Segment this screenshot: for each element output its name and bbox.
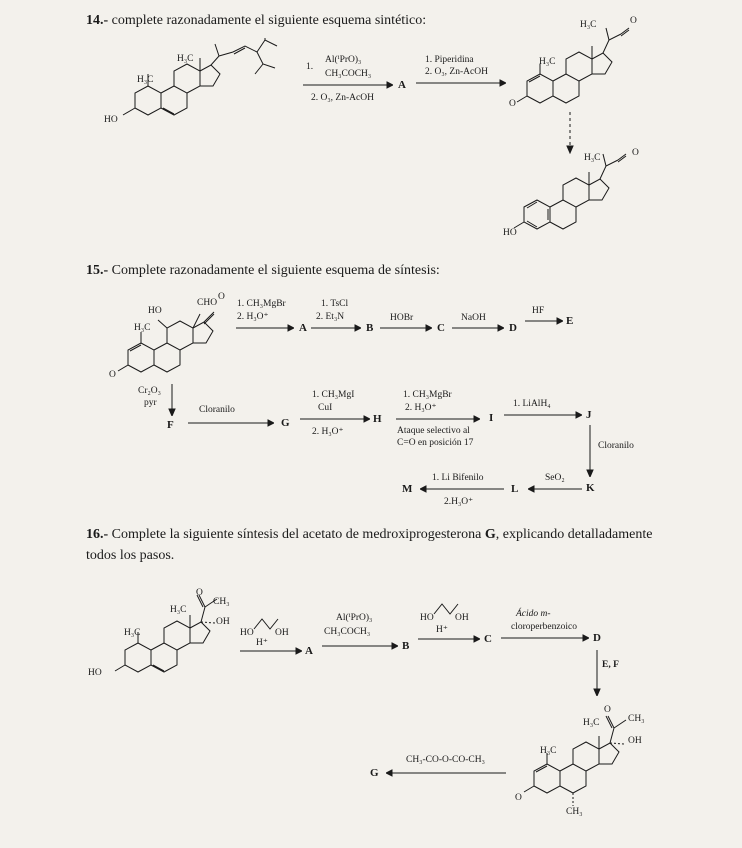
q15-arrow-5 [525, 316, 563, 326]
q14-step1-reagent: Al(ⁱPrO)₃ [325, 55, 362, 65]
q16-letter-a: A [305, 645, 313, 657]
q15-r7: Cloranilo [199, 405, 235, 415]
q15-r6-reagent: Cr₂O₃ [138, 386, 161, 396]
q15-letter-m: M [402, 483, 413, 495]
q16-heading [86, 526, 676, 543]
q16-title-b: , explicando detalladamente [495, 527, 653, 542]
q16-start-o: O [196, 588, 203, 598]
q16-start-ho: HO [88, 668, 102, 678]
q16-title-c: todos los pasos. [86, 548, 175, 563]
q15-letter-g: G [281, 417, 290, 429]
q15-arrow-13 [420, 484, 504, 494]
q15-start-ho: HO [148, 306, 162, 316]
q15-arrow-1 [236, 323, 294, 333]
q14-step2-reagent: 1. Piperidina [425, 55, 474, 65]
q15-r2-base: 2. Et₃N [316, 312, 345, 322]
q15-letter-b: B [366, 322, 374, 334]
q15-title: Complete razonadamente el siguiente esquema de síntesis: [111, 263, 440, 278]
q14-prog-h3c-top: H₃C [580, 20, 597, 30]
q14-start-ho: HO [104, 115, 118, 125]
q15-letter-a: A [299, 322, 307, 334]
q16-diol-1-oh: OH [275, 628, 289, 638]
q16-diol-1-ho: HO [240, 628, 254, 638]
q16-r2-reagent: Al(ⁱPrO)₃ [336, 613, 373, 623]
q14-prog-h3c: H₃C [539, 57, 556, 67]
q14-starting-molecule [105, 38, 295, 138]
q14-arrow-2 [416, 78, 506, 88]
q16-title-bold: G [484, 527, 496, 542]
q16-r2-solvent: CH₃COCH₃ [324, 627, 371, 637]
q16-diol-2-ho: HO [420, 613, 434, 623]
q15-heading [86, 262, 440, 279]
q16-start-h3c: H₃C [124, 628, 141, 638]
q15-number: 15.- [86, 263, 109, 278]
q16-r4-reagent: Ácido m- [516, 609, 551, 619]
q15-start-h3c: H₃C [134, 323, 151, 333]
q16-letter-g: G [370, 767, 379, 779]
q15-r9-reagent: 1. CH₃MgBr [403, 390, 452, 400]
q15-arrow-7 [188, 418, 274, 428]
q16-prod-o2: O [515, 793, 522, 803]
q16-arrow-5 [592, 650, 602, 696]
q14-heading [86, 12, 426, 29]
q15-arrow-9 [396, 414, 480, 424]
q15-letter-k: K [586, 482, 595, 494]
q15-r2-reagent: 1. TsCl [321, 299, 349, 309]
q16-start-h3c-top: H₃C [170, 605, 187, 615]
q15-arrow-4 [452, 323, 504, 333]
q16-arrow-4 [501, 633, 589, 643]
q16-prod-h3c-top: H₃C [583, 718, 600, 728]
q14-number: 14.- [86, 13, 109, 28]
q15-letter-j: J [586, 409, 592, 421]
q16-letter-d: D [593, 632, 601, 644]
q15-r8-workup: 2. H₃O⁺ [312, 427, 344, 437]
q14-start-h3c: H₃C [137, 75, 154, 85]
q16-prod-ch3-bottom: CH₃ [566, 807, 583, 817]
q15-r13-reagent: 1. Li Bifenilo [432, 473, 484, 483]
q15-r9-note-2: C=O en posición 17 [397, 438, 474, 448]
q15-letter-f: F [167, 419, 174, 431]
q16-prod-o: O [604, 705, 611, 715]
q16-r5: E, F [602, 660, 619, 670]
q16-r4-reagent-2: cloroperbenzoico [511, 622, 577, 632]
q15-letter-d: D [509, 322, 517, 334]
q15-r8-catalyst: CuI [318, 403, 333, 413]
q15-letter-e: E [566, 315, 574, 327]
q15-starting-molecule [110, 290, 240, 390]
q16-hplus-1: H⁺ [256, 638, 268, 648]
q16-diol-2-oh: OH [455, 613, 469, 623]
q14-start-h3c-top: H₃C [177, 54, 194, 64]
q15-letter-i: I [489, 412, 494, 424]
q16-start-oh: OH [216, 617, 230, 627]
q16-arrow-1 [240, 646, 302, 656]
q14-step1-num: 1. [306, 62, 314, 72]
q15-r3: HOBr [390, 313, 414, 323]
q14-step1-solvent: CH₃COCH₃ [325, 69, 372, 79]
q16-prod-h3c: H₃C [540, 746, 557, 756]
q14-arom-o: O [632, 148, 639, 158]
q14-prog-o: O [509, 99, 516, 109]
q15-r5: HF [532, 306, 545, 316]
q15-start-o2: O [109, 370, 116, 380]
q15-arrow-10 [504, 410, 582, 420]
q15-arrow-6 [167, 384, 177, 416]
q15-r12: SeO₂ [545, 473, 565, 483]
q15-arrow-11 [585, 425, 595, 477]
q15-r11: Cloranilo [598, 441, 634, 451]
q15-arrow-3 [380, 323, 432, 333]
q15-arrow-2 [311, 323, 361, 333]
q15-r1-workup: 2. H₃O⁺ [237, 312, 269, 322]
q16-title-a: Complete la siguiente síntesis del acetato de medroxiprogesterona [111, 527, 485, 542]
q16-letter-c: C [484, 633, 492, 645]
q14-title: complete razonadamente el siguiente esquema sintético: [111, 13, 427, 28]
q14-arrow-1 [303, 80, 393, 90]
q15-arrow-8 [300, 414, 370, 424]
q15-r9-workup: 2. H₃O⁺ [405, 403, 437, 413]
q14-step2-ozonolysis: 2. O₃, Zn-AcOH [425, 67, 488, 77]
q15-r13-workup: 2.H₃O⁺ [444, 497, 474, 507]
q14-aromatic-product [502, 145, 662, 245]
q15-r4: NaOH [461, 313, 486, 323]
q16-arrow-6 [386, 768, 506, 778]
q14-letter-a: A [398, 79, 406, 91]
q15-arrow-12 [528, 484, 582, 494]
q16-arrow-2 [322, 641, 398, 651]
q14-prog-o-top: O [630, 16, 637, 26]
q16-letter-b: B [402, 640, 410, 652]
q16-prod-ch3: CH₃ [628, 714, 645, 724]
q15-letter-l: L [511, 483, 519, 495]
q15-r6-solvent: pyr [144, 398, 157, 408]
q15-r8-reagent: 1. CH₃MgI [312, 390, 355, 400]
q16-start-ch3: CH₃ [213, 597, 230, 607]
q16-prod-oh: OH [628, 736, 642, 746]
q15-start-o: O [218, 292, 225, 302]
q15-letter-c: C [437, 322, 445, 334]
q15-r1-reagent: 1. CH₃MgBr [237, 299, 286, 309]
q16-number: 16.- [86, 527, 109, 542]
q16-hplus-2: H⁺ [436, 625, 448, 635]
q14-arom-ho: HO [503, 228, 517, 238]
q16-r6: CH₃-CO-O-CO-CH₃ [406, 755, 485, 765]
q14-step1-ozonolysis: 2. O₃, Zn-AcOH [311, 93, 374, 103]
q16-arrow-3 [418, 634, 480, 644]
q14-arom-h3c: H₃C [584, 153, 601, 163]
q15-letter-h: H [373, 413, 382, 425]
q15-r10: 1. LiAlH₄ [513, 399, 551, 409]
q15-r9-note-1: Ataque selectivo al [397, 426, 470, 436]
q15-start-cho: CHO [197, 298, 218, 308]
